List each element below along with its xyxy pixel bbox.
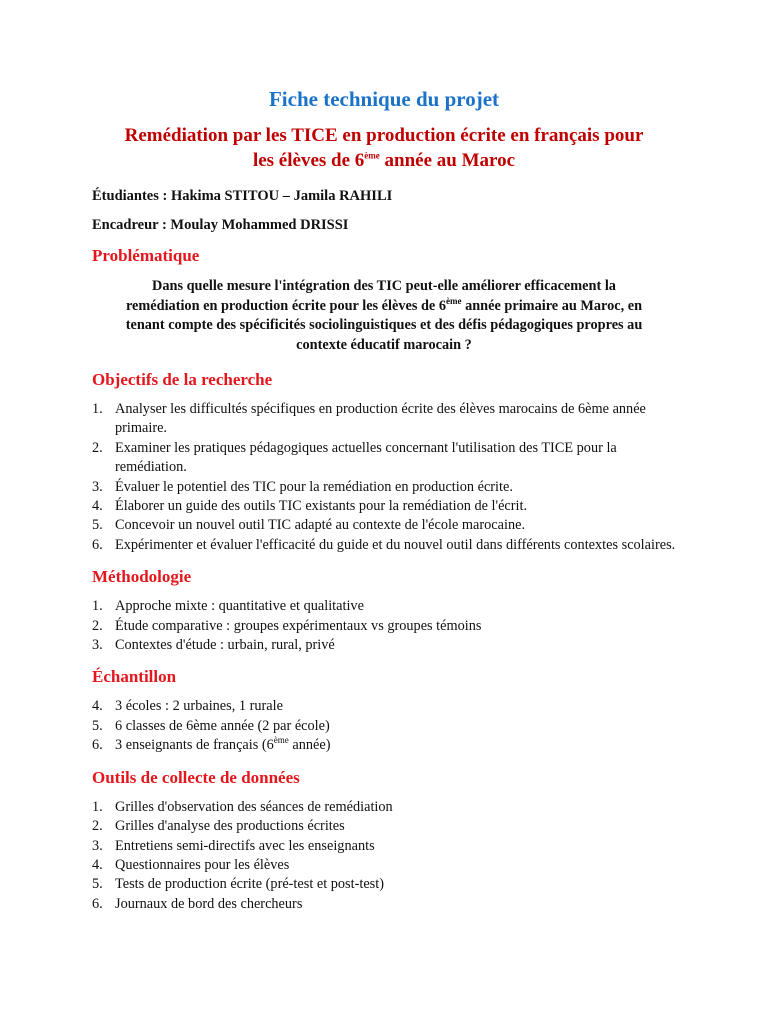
list-item — [92, 439, 676, 478]
heading-methodologie: Méthodologie — [92, 567, 192, 587]
list-item-superscript: ème — [273, 735, 289, 746]
list-item-text-after: année) — [288, 737, 331, 754]
sample-list — [92, 697, 676, 755]
list-item-text: 6 classes de 6ème année (2 par école) — [115, 717, 330, 734]
list-number: 3. — [92, 837, 103, 854]
list-item-text: Grilles d'analyse des productions écrites — [115, 818, 345, 835]
list-item — [92, 798, 676, 817]
list-item-text: Élaborer un guide des outils TIC existants pour la remédiation de l'écrit. — [115, 498, 528, 515]
list-number: 3. — [92, 637, 103, 654]
list-item — [92, 497, 676, 516]
list-item — [92, 717, 676, 736]
research-question — [92, 277, 676, 355]
list-item — [92, 516, 676, 535]
question-line4: contexte éducatif marocain ? — [296, 336, 472, 353]
list-item-text: Évaluer le potentiel des TIC pour la remédiation en production écrite. — [115, 478, 513, 495]
objectives-list — [92, 400, 676, 555]
supervisor-line: Encadreur : Moulay Mohammed DRISSI — [92, 217, 349, 233]
list-item-text: Expérimenter et évaluer l'efficacité du guide et du nouvel outil dans différents contextes scolaires. — [115, 536, 676, 553]
list-number: 5. — [92, 876, 103, 893]
list-item-text: Examiner les pratiques pédagogiques actuelles concernant l'utilisation des TICE pour la remédiation. — [115, 439, 617, 476]
list-number: 6. — [92, 737, 103, 754]
list-number: 2. — [92, 439, 103, 456]
subtitle-superscript: ème — [364, 150, 380, 161]
list-item — [92, 875, 676, 894]
list-number: 1. — [92, 401, 103, 417]
tools-list — [92, 798, 676, 914]
list-number: 4. — [92, 698, 103, 715]
subtitle-line2-before: les élèves de 6 — [252, 150, 365, 171]
list-item — [92, 597, 676, 616]
page-title: Fiche technique du projet — [268, 87, 500, 111]
project-subtitle — [92, 123, 676, 173]
question-line3: tenant compte des spécificités sociolinguistiques et des défis pédagogiques propres au — [125, 317, 643, 333]
list-item — [92, 817, 676, 836]
list-item-text: Étude comparative : groupes expérimentaux vs groupes témoins — [115, 617, 482, 634]
heading-objectifs: Objectifs de la recherche — [92, 370, 273, 389]
list-number: 1. — [92, 798, 103, 815]
list-item — [92, 536, 676, 555]
list-item — [92, 636, 676, 655]
list-item-text-before: 3 enseignants de français (6 — [115, 737, 274, 754]
list-item-text: 3 écoles : 2 urbaines, 1 rurale — [115, 698, 283, 715]
question-line2-after: année primaire au Maroc, en — [461, 297, 643, 314]
list-item — [92, 837, 676, 856]
list-number: 5. — [92, 717, 103, 734]
list-number: 1. — [92, 598, 103, 615]
list-item-text: Contextes d'étude : urbain, rural, privé — [115, 637, 335, 654]
list-item — [92, 478, 676, 497]
list-number: 2. — [92, 818, 103, 835]
list-number: 5. — [92, 517, 103, 534]
list-item-text: Concevoir un nouvel outil TIC adapté au contexte de l'école marocaine. — [115, 517, 526, 534]
list-item-text: Tests de production écrite (pré-test et post-test) — [115, 876, 384, 893]
list-item — [92, 895, 676, 914]
list-number: 6. — [92, 895, 103, 912]
heading-echantillon: Échantillon — [92, 667, 177, 687]
list-item-text: Grilles d'observation des séances de remédiation — [115, 798, 393, 815]
subtitle-line2-after: année au Maroc — [379, 150, 516, 171]
list-number: 6. — [92, 536, 103, 553]
students-line: Étudiantes : Hakima STITOU – Jamila RAHILI — [92, 188, 393, 204]
list-item-text: Entretiens semi-directifs avec les enseignants — [115, 837, 375, 854]
list-item-text: Analyser les difficultés spécifiques en production écrite des élèves marocains de 6ème année primaire. — [115, 401, 646, 437]
methodology-list — [92, 597, 676, 655]
heading-problematique: Problématique — [92, 246, 200, 265]
list-item — [92, 856, 676, 875]
list-number: 4. — [92, 856, 103, 873]
list-item — [92, 617, 676, 636]
list-number: 4. — [92, 498, 103, 515]
question-line1: Dans quelle mesure l'intégration des TIC peut-elle améliorer efficacement la — [152, 278, 616, 294]
question-superscript: ème — [446, 295, 462, 306]
list-item — [92, 400, 676, 439]
list-item — [92, 697, 676, 716]
heading-outils: Outils de collecte de données — [92, 767, 300, 787]
list-number: 3. — [92, 478, 103, 495]
list-number: 2. — [92, 617, 103, 634]
list-item — [92, 736, 676, 755]
list-item-text: Approche mixte : quantitative et qualitative — [115, 598, 364, 615]
question-line2-before: remédiation en production écrite pour les élèves de 6 — [125, 297, 446, 314]
subtitle-line1: Remédiation par les TICE en production écrite en français pour — [124, 125, 644, 146]
list-item-text: Journaux de bord des chercheurs — [115, 895, 303, 912]
list-item-text: Questionnaires pour les élèves — [115, 856, 290, 873]
